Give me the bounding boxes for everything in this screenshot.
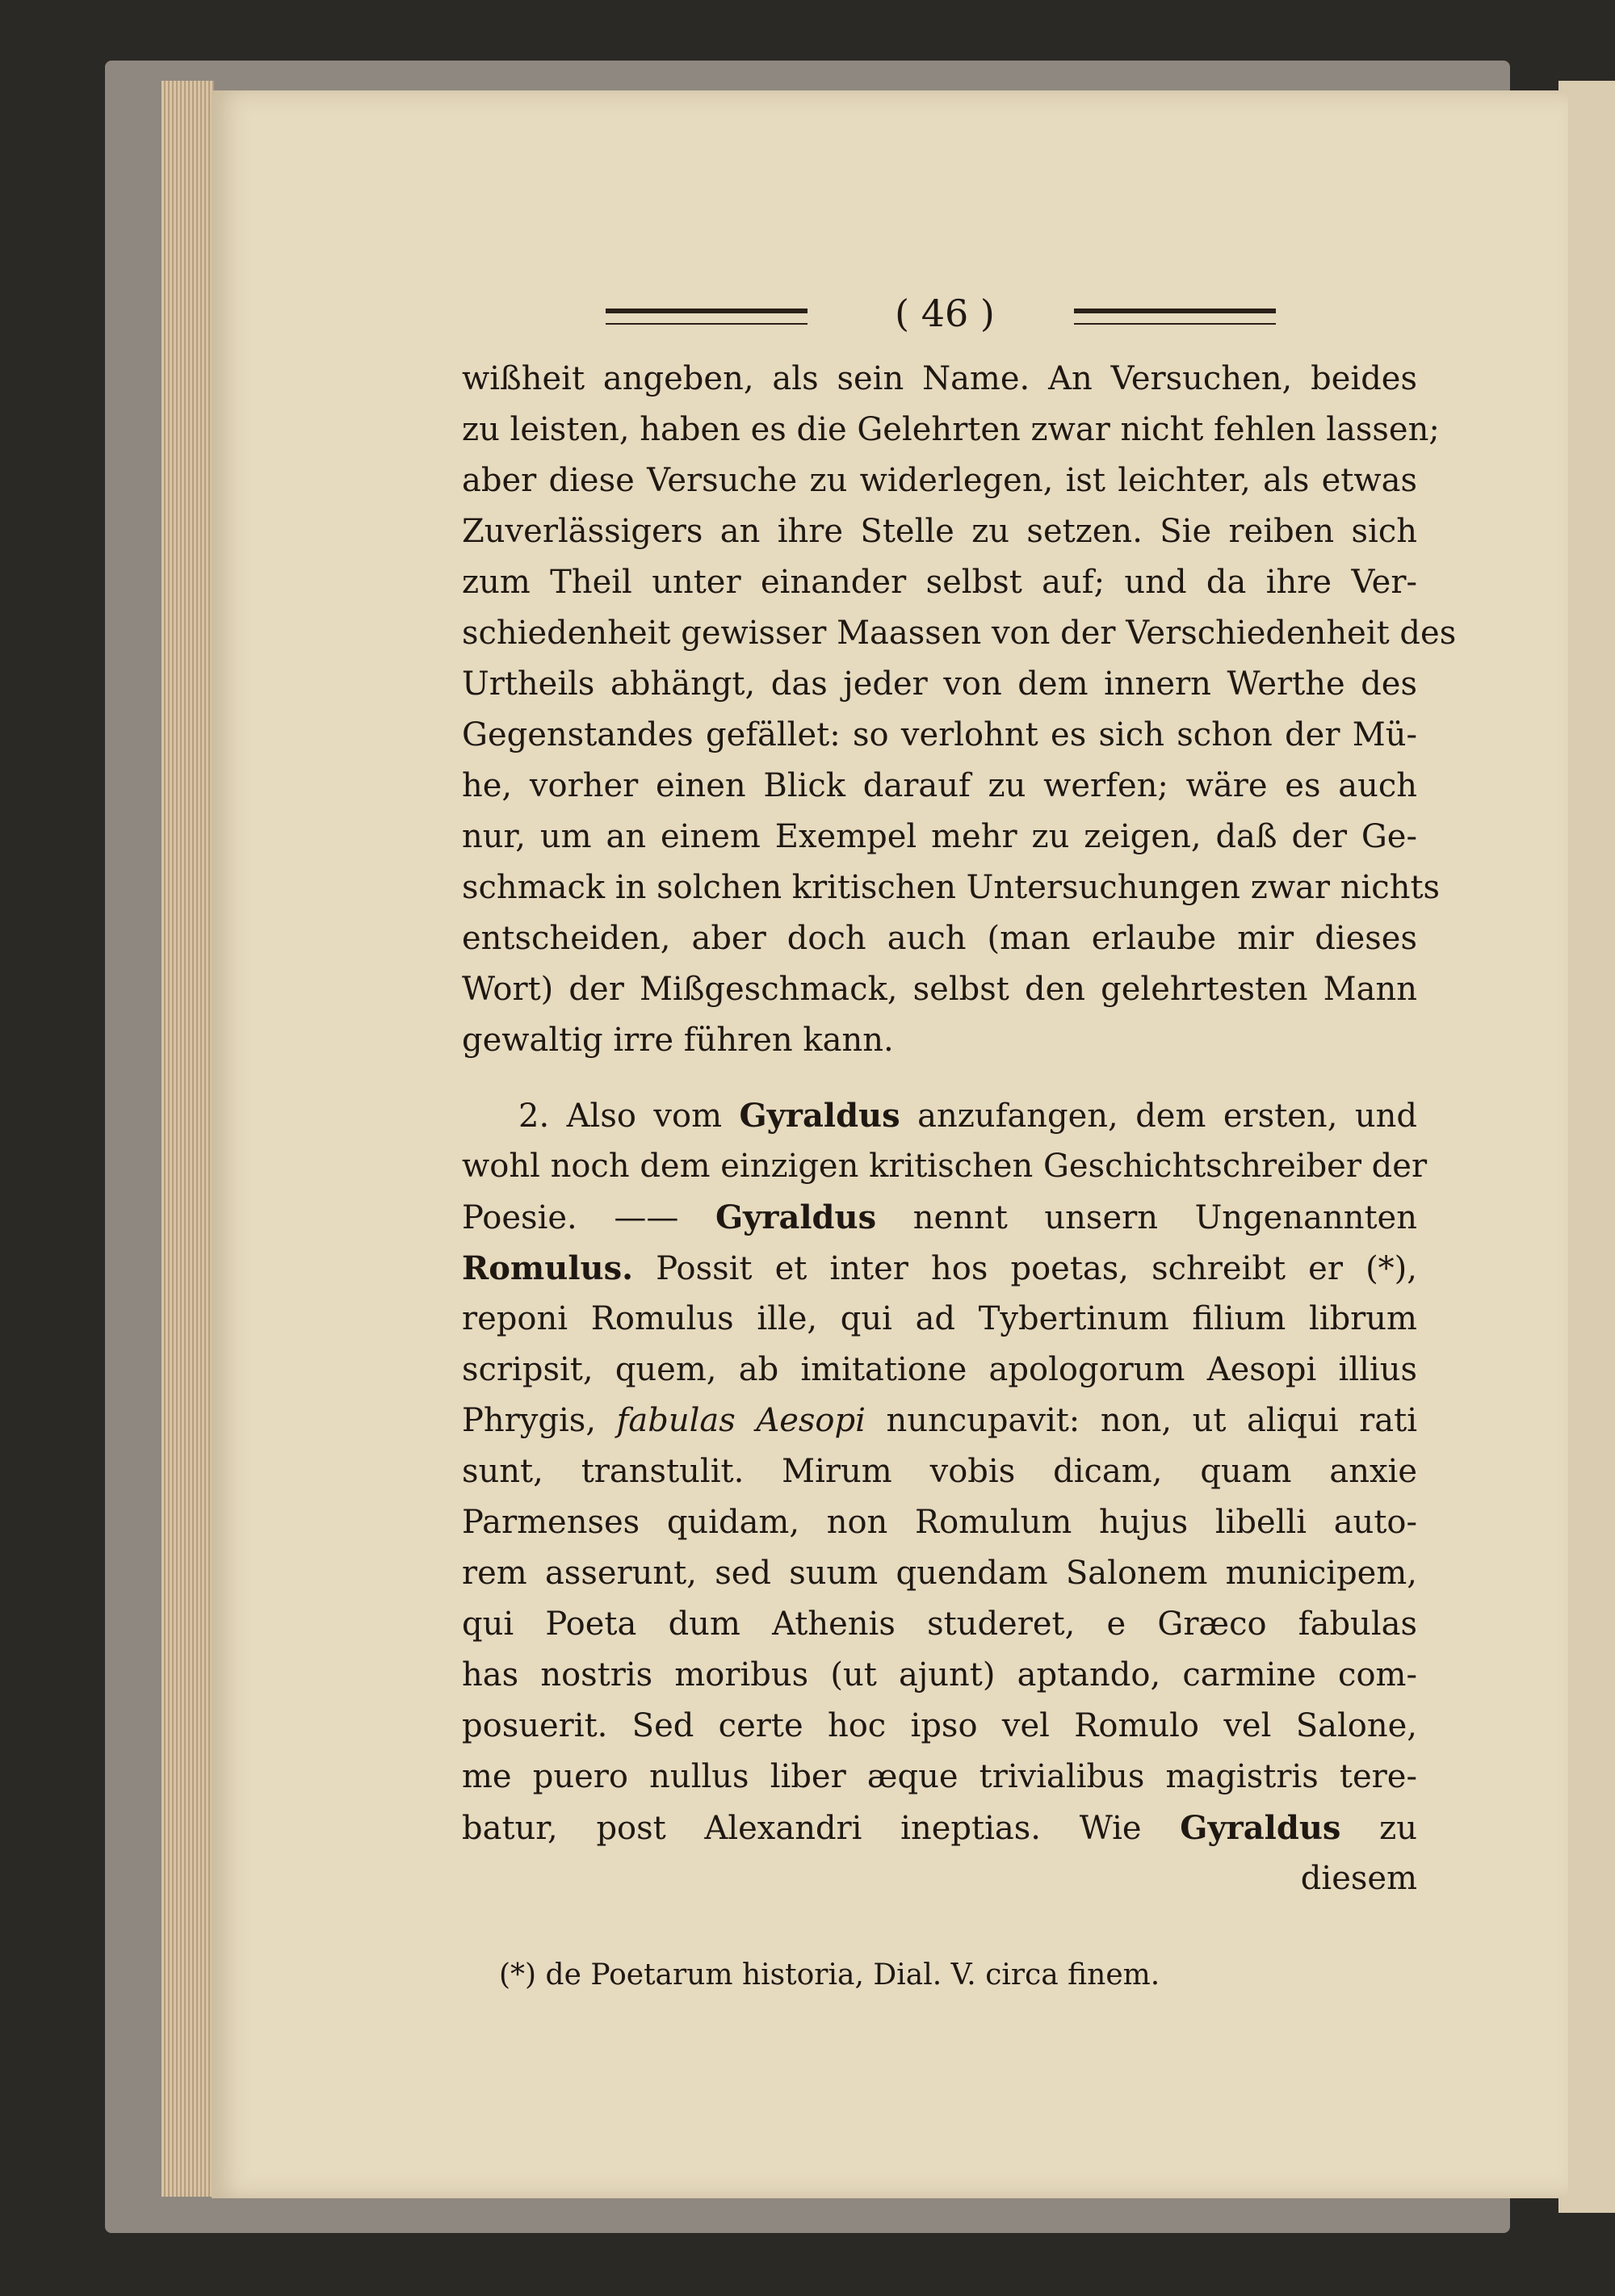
author-name: Gyraldus <box>715 1198 877 1236</box>
text-line: zu leisten, haben es die Gelehrten zwar nicht fehlen lassen; <box>462 411 1440 448</box>
text-line: he, vorher einen Blick darauf zu werfen; wäre es auch <box>462 767 1417 804</box>
text-line: Poesie. —— Gyraldus nennt unsern Ungenannten <box>462 1198 1417 1236</box>
latin-line: rem asserunt, sed suum quendam Salonem municipem, <box>462 1555 1417 1592</box>
latin-line: me puero nullus liber æque trivialibus magistris tere- <box>462 1758 1417 1795</box>
page-header <box>606 289 1308 338</box>
author-name: Gyraldus <box>1180 1809 1341 1847</box>
page-edges <box>162 81 214 2197</box>
text-line: entscheiden, aber doch auch (man erlaube mir dieses <box>462 920 1417 957</box>
section-2-line: 2. Also vom Gyraldus anzufangen, dem ersten, und <box>518 1097 1418 1135</box>
latin-line: sunt, transtulit. Mirum vobis dicam, quam anxie <box>462 1453 1417 1490</box>
footnote: (*) de Poetarum historia, Dial. V. circa finem. <box>499 1958 1160 1992</box>
latin-line: scripsit, quem, ab imitatione apologorum Aesopi illius <box>462 1351 1417 1388</box>
latin-line: reponi Romulus ille, qui ad Tybertinum filium librum <box>462 1300 1417 1337</box>
text-line: nur, um an einem Exempel mehr zu zeigen, daß der Ge- <box>462 818 1417 855</box>
text-line: Urtheils abhängt, das jeder von dem innern Werthe des <box>462 665 1417 703</box>
page-number: ( 46 ) <box>895 292 995 335</box>
text-line: Wort) der Mißgeschmack, selbst den gelehrtesten Mann <box>462 971 1417 1008</box>
text-line: Romulus. Possit et inter hos poetas, schreibt er (*), <box>462 1249 1418 1287</box>
author-name: Gyraldus <box>739 1097 900 1135</box>
section-number: 2. <box>518 1098 550 1135</box>
text-line: aber diese Versuche zu widerlegen, ist leichter, als etwas <box>462 462 1417 499</box>
latin-line: qui Poeta dum Athenis studeret, e Græco fabulas <box>462 1606 1417 1643</box>
catchword: diesem <box>1300 1860 1417 1897</box>
latin-line: has nostris moribus (ut ajunt) aptando, carmine com- <box>462 1656 1417 1694</box>
body-text <box>462 354 1457 1904</box>
text-line: gewaltig irre führen kann. <box>462 1022 894 1059</box>
italic-title: fabulas Aesopi <box>616 1402 866 1439</box>
text-line: wißheit angeben, als sein Name. An Versuchen, beides <box>462 360 1417 397</box>
latin-line: posuerit. Sed certe hoc ipso vel Romulo vel Salone, <box>462 1707 1417 1744</box>
text-line: zum Theil unter einander selbst auf; und da ihre Ver- <box>462 564 1417 601</box>
author-name: Romulus. <box>462 1249 634 1287</box>
text-line: schiedenheit gewisser Maassen von der Verschiedenheit des <box>462 615 1457 652</box>
text-line: schmack in solchen kritischen Untersuchungen zwar nichts <box>462 869 1441 906</box>
text-line: wohl noch dem einzigen kritischen Geschichtschreiber der <box>462 1148 1428 1185</box>
text-line: Zuverlässigers an ihre Stelle zu setzen. Sie reiben sich <box>462 513 1417 550</box>
latin-line: batur, post Alexandri ineptias. Wie Gyraldus zu <box>462 1809 1418 1847</box>
text-line: Gegenstandes gefället: so verlohnt es sich schon der Mü- <box>462 716 1417 753</box>
latin-line: Parmenses quidam, non Romulum hujus libelli auto- <box>462 1504 1417 1541</box>
latin-line: Phrygis, fabulas Aesopi nuncupavit: non, ut aliqui rati <box>462 1402 1418 1439</box>
header-rule-left <box>606 309 808 325</box>
header-rule-right <box>1074 309 1276 325</box>
